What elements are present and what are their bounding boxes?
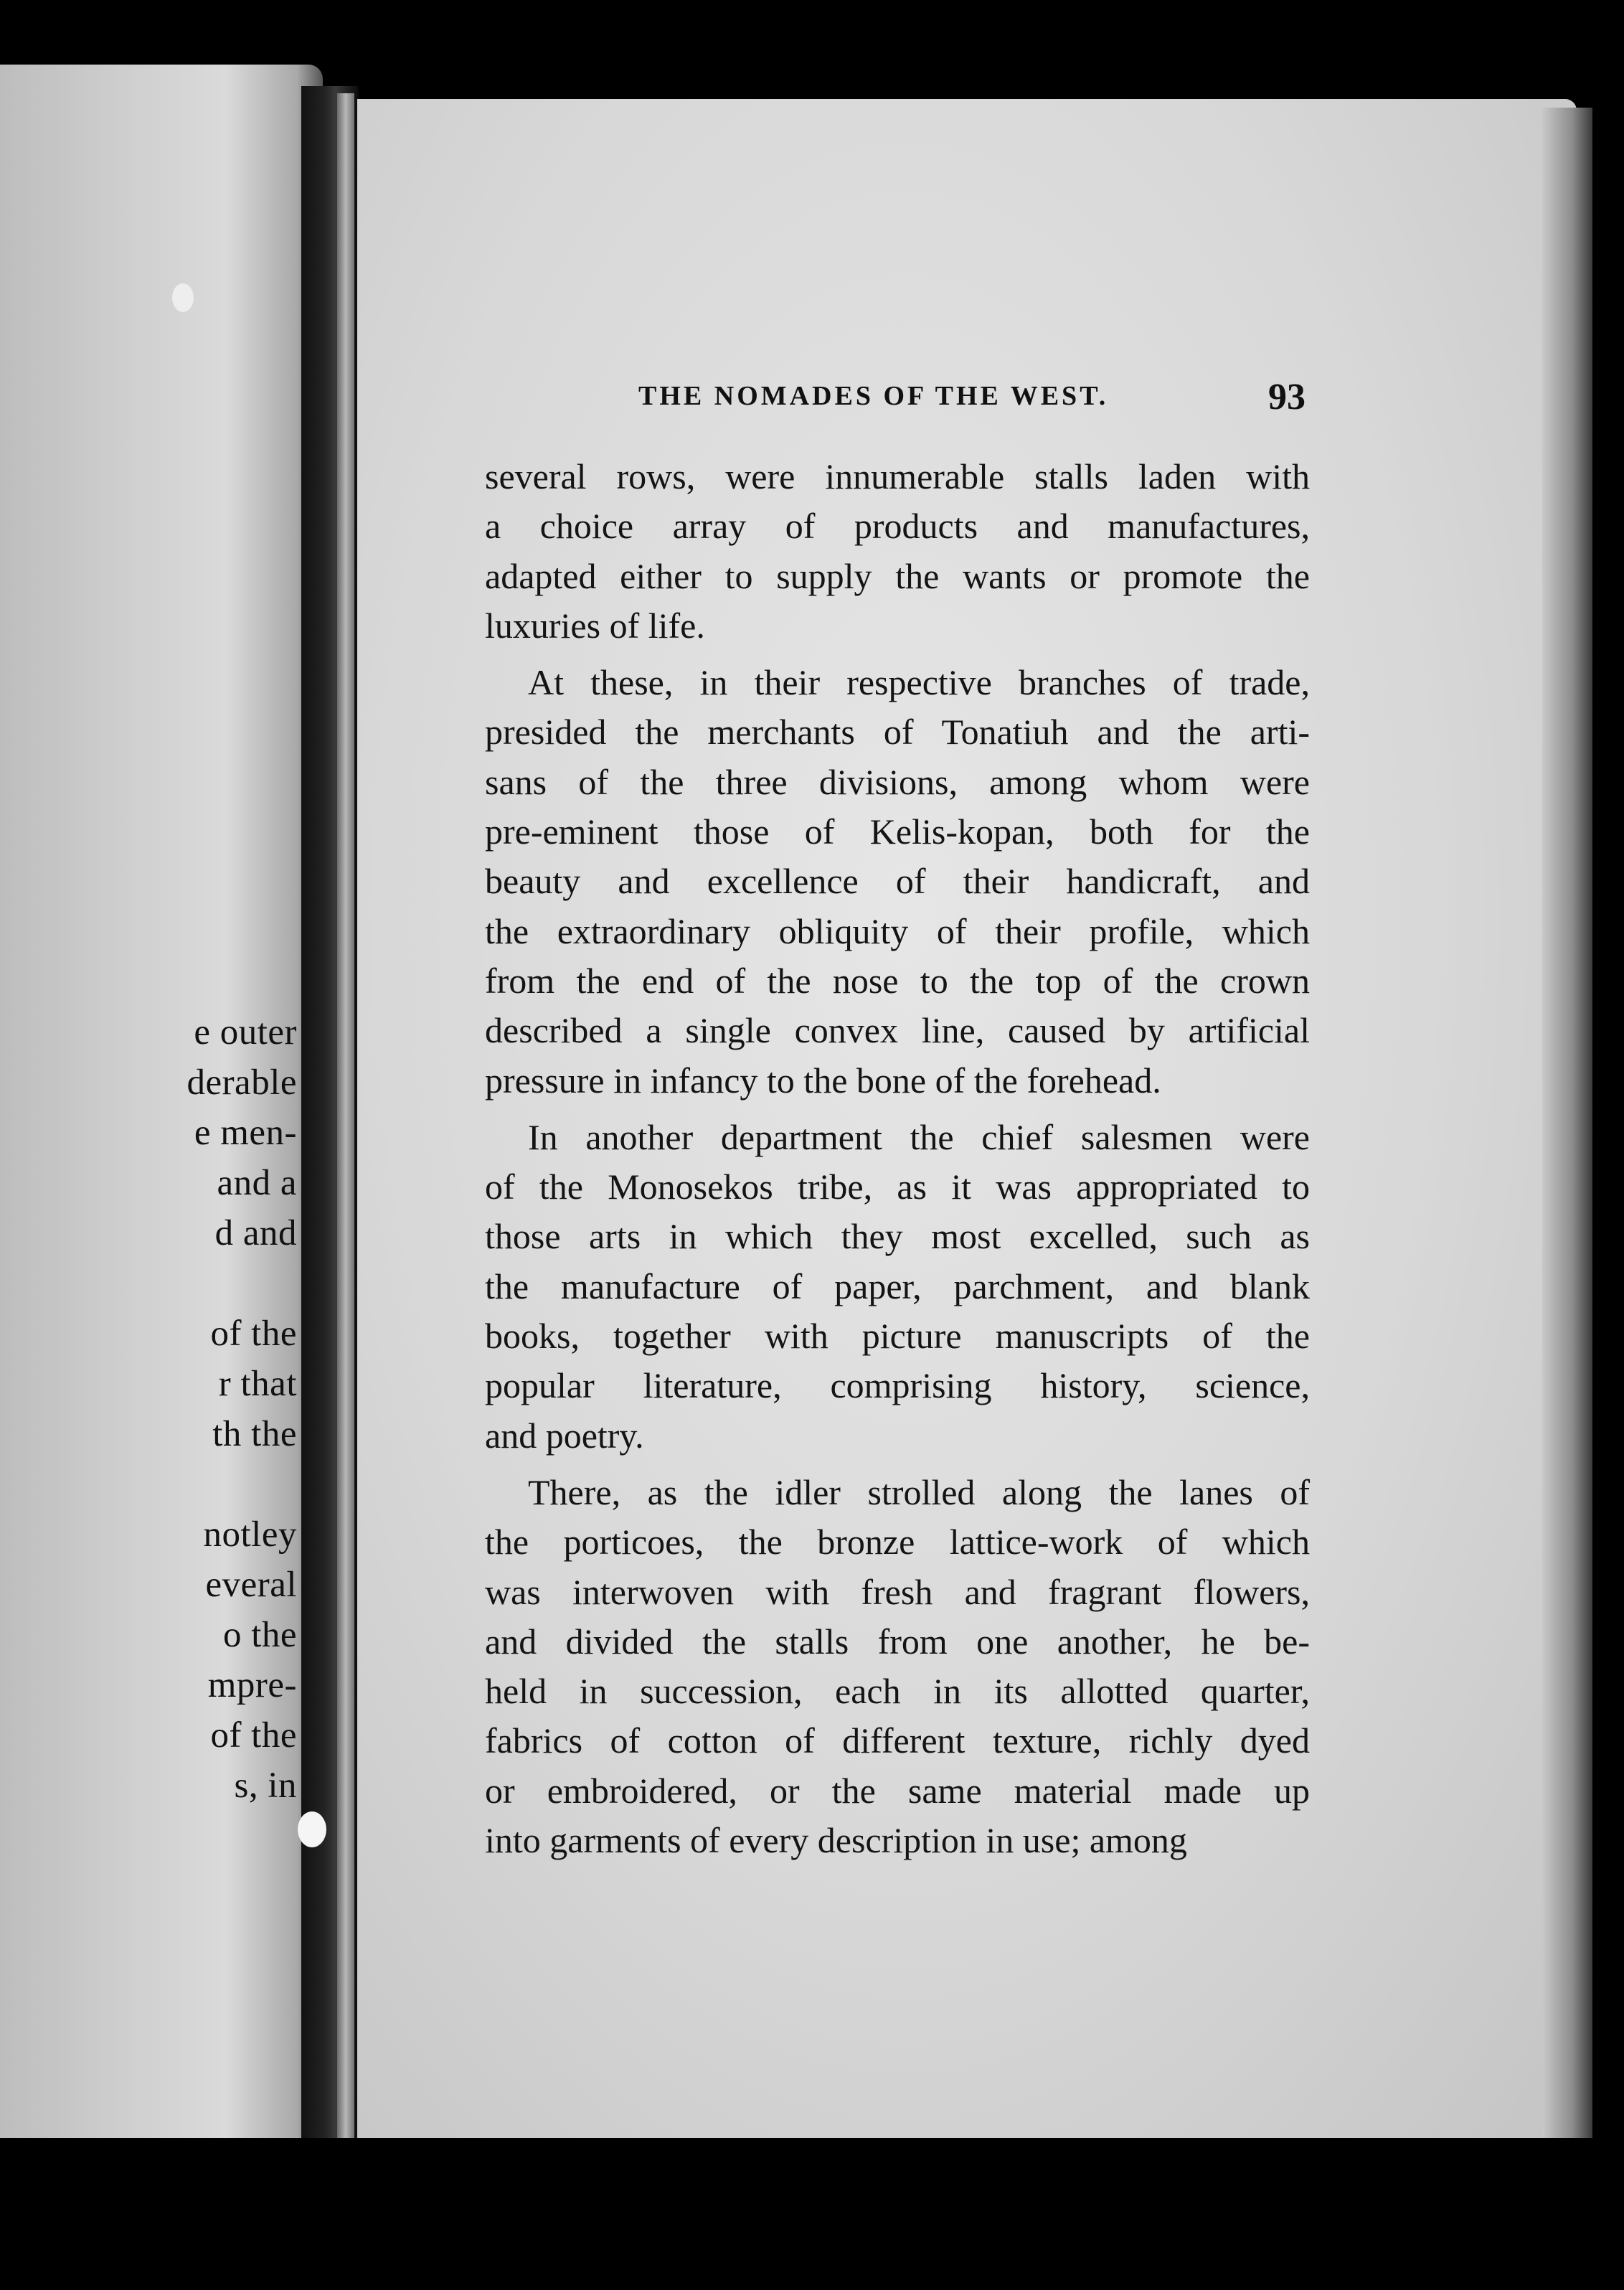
left-page-line-fragment: and a [217, 1163, 297, 1203]
text-line: luxuries of life. [485, 605, 705, 646]
left-page-line-fragment: r that [218, 1364, 297, 1404]
text-line: There, as the idler strolled along the lanes of [528, 1471, 1310, 1512]
text-line: held in succession, each in its allotted quarter, [485, 1671, 1310, 1712]
left-page-line-fragment: mpre- [207, 1665, 297, 1705]
text-line: books, together with picture manuscripts of the [485, 1316, 1310, 1357]
gutter-highlight [337, 93, 354, 2138]
text-line: pressure in infancy to the bone of the forehead. [485, 1060, 1161, 1101]
left-page-line-fragment: everal [205, 1565, 297, 1605]
left-page-line-fragment: of the [210, 1314, 297, 1354]
page-header [638, 377, 1306, 430]
body-text [485, 452, 1310, 1872]
text-line: several rows, were innumerable stalls laden with [485, 456, 1310, 496]
text-line: beauty and excellence of their handicraft, and [485, 861, 1310, 902]
text-line: of the Monosekos tribe, as it was appropriated to [485, 1167, 1310, 1207]
paragraph [485, 1468, 1310, 1865]
paragraph [485, 452, 1310, 651]
scan-background [0, 2138, 1624, 2290]
text-line: a choice array of products and manufactures, [485, 506, 1310, 547]
text-line: At these, in their respective branches of trade, [528, 662, 1310, 703]
text-line: and poetry. [485, 1415, 644, 1456]
text-line: was interwoven with fresh and fragrant flowers, [485, 1571, 1310, 1612]
running-title: THE NOMADES OF THE WEST. [638, 381, 1109, 411]
text-line: sans of the three divisions, among whom were [485, 761, 1310, 802]
text-line: presided the merchants of Tonatiuh and the arti- [485, 712, 1310, 753]
facing-page-left [0, 65, 323, 2152]
left-page-line-fragment: o the [222, 1615, 297, 1655]
text-line: In another department the chief salesmen were [528, 1116, 1310, 1157]
text-line: popular literature, comprising history, science, [485, 1365, 1310, 1406]
paper-blemish [298, 1811, 326, 1847]
page-edge-shadow [1542, 108, 1592, 2138]
text-line: the manufacture of paper, parchment, and blank [485, 1266, 1310, 1306]
left-page-line-fragment: notley [203, 1514, 297, 1555]
text-line: and divided the stalls from one another, he be- [485, 1621, 1310, 1662]
text-line: or embroidered, or the same material made up [485, 1770, 1310, 1811]
left-page-line-fragment: e men- [194, 1113, 297, 1153]
paper-blemish [172, 283, 194, 312]
left-page-line-fragment: d and [214, 1213, 297, 1253]
left-page-line-fragment: e outer [194, 1012, 297, 1052]
left-page-line-fragment: th the [212, 1414, 297, 1454]
text-line: the porticoes, the bronze lattice-work of which [485, 1522, 1310, 1563]
text-line: fabrics of cotton of different texture, richly dyed [485, 1720, 1310, 1761]
text-line: pre-eminent those of Kelis-kopan, both for the [485, 811, 1310, 852]
text-line: the extraordinary obliquity of their profile, which [485, 910, 1310, 951]
left-page-line-fragment: s, in [234, 1766, 297, 1806]
left-page-line-fragment: of the [210, 1715, 297, 1756]
text-line: from the end of the nose to the top of the crown [485, 960, 1310, 1001]
text-line: into garments of every description in use; among [485, 1820, 1187, 1861]
paragraph [485, 658, 1310, 1106]
text-line: described a single convex line, caused by artificial [485, 1010, 1310, 1051]
left-page-line-fragment: derable [187, 1062, 297, 1103]
text-line: adapted either to supply the wants or promote the [485, 555, 1310, 596]
page-number: 93 [1268, 377, 1306, 418]
text-line: those arts in which they most excelled, such as [485, 1216, 1310, 1257]
paragraph [485, 1113, 1310, 1461]
